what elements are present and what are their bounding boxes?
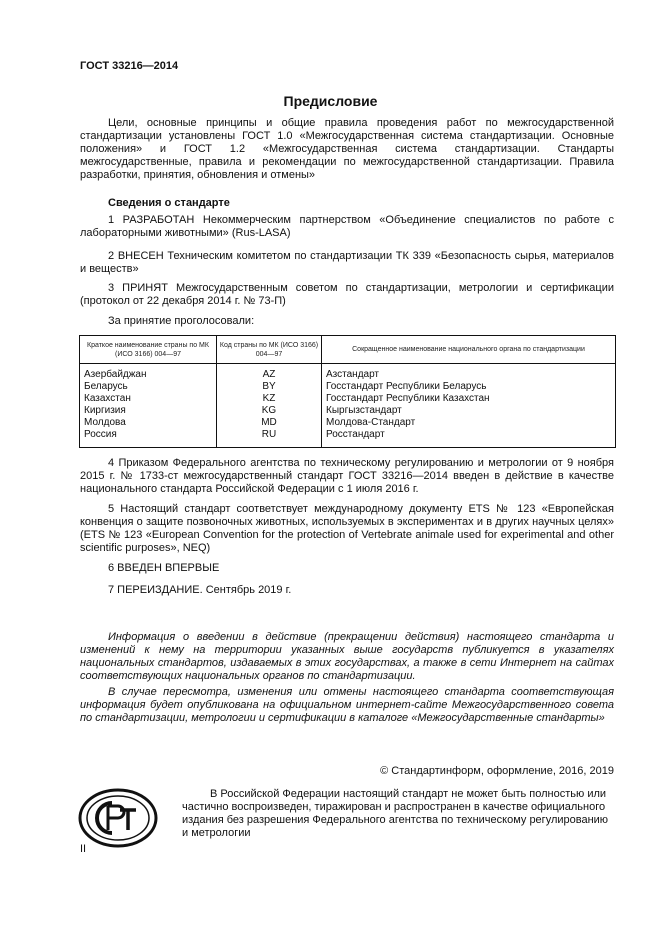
table-header-body: Сокращенное наименование национального органа по стандартизации <box>322 336 616 364</box>
code-cell: BY <box>217 381 322 393</box>
intro-text: Цели, основные принципы и общие правила проведения работ по межгосударственной стандартизации установлены ГОСТ 1.0 «Межгосударственная система стандартизации. Основные положения» и ГОСТ 1.2 «Межгосударственная система стандартизации. Стандарты межгосударственные, правила и рекомендации по межгосударственной стандартизации. Правила разработки, принятия, обновления и отмены» <box>80 117 614 181</box>
voted-label <box>80 315 614 328</box>
table-row <box>80 381 616 393</box>
item-6 <box>80 562 614 575</box>
section-heading <box>80 197 614 210</box>
table-row <box>80 405 616 417</box>
table-header-code: Код страны по МК (ИСО 3166) 004—97 <box>217 336 322 364</box>
country-cell: Россия <box>80 429 217 448</box>
page-title: Предисловие <box>283 93 378 109</box>
body-cell: Госстандарт Республики Казахстан <box>322 393 616 405</box>
section-heading-text: Сведения о стандарте <box>108 197 230 209</box>
intro-paragraph <box>80 117 614 182</box>
code-cell: KZ <box>217 393 322 405</box>
code-cell: KG <box>217 405 322 417</box>
body-cell: Росстандарт <box>322 429 616 448</box>
table-row <box>80 364 616 382</box>
country-cell: Азербайджан <box>80 364 217 382</box>
document-code: ГОСТ 33216—2014 <box>80 60 179 72</box>
item-5-text: 5 Настоящий стандарт соответствует международному документу ETS № 123 «Европейская конвенция о защите позвоночных животных, используемых в экспериментах и в других научных целях» (ETS № 123 «European Convention for the protection of Vertebrate animale used for experimental and other scientific purposes», NEQ) <box>80 503 614 554</box>
country-cell: Киргизия <box>80 405 217 417</box>
info-1-text: Информация о введении в действие (прекращении действия) настоящего стандарта и изменений к нему на территории указанных выше государств публикуется в указателях национальных стандартов, издаваемых в этих государствах, а также в сети Интернет на сайтах соответствующих национальных органов по стандартизации. <box>80 631 614 682</box>
table-row <box>80 393 616 405</box>
item-6-text: 6 ВВЕДЕН ВПЕРВЫЕ <box>108 562 220 574</box>
item-2 <box>80 250 614 276</box>
body-cell: Азстандарт <box>322 364 616 382</box>
item-4-text: 4 Приказом Федерального агентства по техническому регулированию и метрологии от 9 ноября 2015 г. № 1733-ст межгосударственный стандарт ГОСТ 33216—2014 введен в действие в качестве национального стандарта Российской Федерации с 1 июля 2016 г. <box>80 457 614 495</box>
code-cell: RU <box>217 429 322 448</box>
item-7-text: 7 ПЕРЕИЗДАНИЕ. Сентябрь 2019 г. <box>108 584 292 596</box>
country-cell: Казахстан <box>80 393 217 405</box>
copyright: © Стандартинформ, оформление, 2016, 2019 <box>380 765 614 777</box>
table-header-row <box>80 336 616 364</box>
voting-table <box>79 335 616 448</box>
item-1-text: 1 РАЗРАБОТАН Некоммерческим партнерством «Объединение специалистов по работе с лабораторными животными» (Rus-LASA) <box>80 214 614 239</box>
body-cell: Госстандарт Республики Беларусь <box>322 381 616 393</box>
notice-text: В Российской Федерации настоящий стандарт не может быть полностью или частично воспроизведен, тиражирован и распространен в качестве официального издания без разрешения Федерального агентства по техническому регулированию и метрологии <box>182 788 609 839</box>
item-1 <box>80 214 614 240</box>
info-2-text: В случае пересмотра, изменения или отмены настоящего стандарта соответствующая информация будет опубликована на официальном интернет-сайте Межгосударственного совета по стандартизации, метрологии и сертификации в каталоге «Межгосударственные стандарты» <box>80 686 614 724</box>
info-paragraph-2 <box>80 686 614 725</box>
country-cell: Молдова <box>80 417 217 429</box>
item-5 <box>80 503 614 555</box>
table-row <box>80 429 616 448</box>
reproduction-notice <box>182 788 615 840</box>
code-cell: MD <box>217 417 322 429</box>
item-3 <box>80 282 614 308</box>
code-cell: AZ <box>217 364 322 382</box>
table-header-country: Краткое наименование страны по МК (ИСО 3166) 004—97 <box>80 336 217 364</box>
page-number: II <box>80 843 87 855</box>
rst-logo-icon <box>78 788 158 848</box>
item-7 <box>80 584 614 597</box>
table-row <box>80 417 616 429</box>
voted-label-text: За принятие проголосовали: <box>108 315 255 327</box>
body-cell: Молдова-Стандарт <box>322 417 616 429</box>
info-paragraph-1 <box>80 631 614 683</box>
country-cell: Беларусь <box>80 381 217 393</box>
item-3-text: 3 ПРИНЯТ Межгосударственным советом по стандартизации, метрологии и сертификации (протокол от 22 декабря 2014 г. № 73-П) <box>80 282 614 307</box>
item-4 <box>80 457 614 496</box>
item-2-text: 2 ВНЕСЕН Техническим комитетом по стандартизации ТК 339 «Безопасность сырья, материалов и веществ» <box>80 250 614 275</box>
body-cell: Кыргызстандарт <box>322 405 616 417</box>
